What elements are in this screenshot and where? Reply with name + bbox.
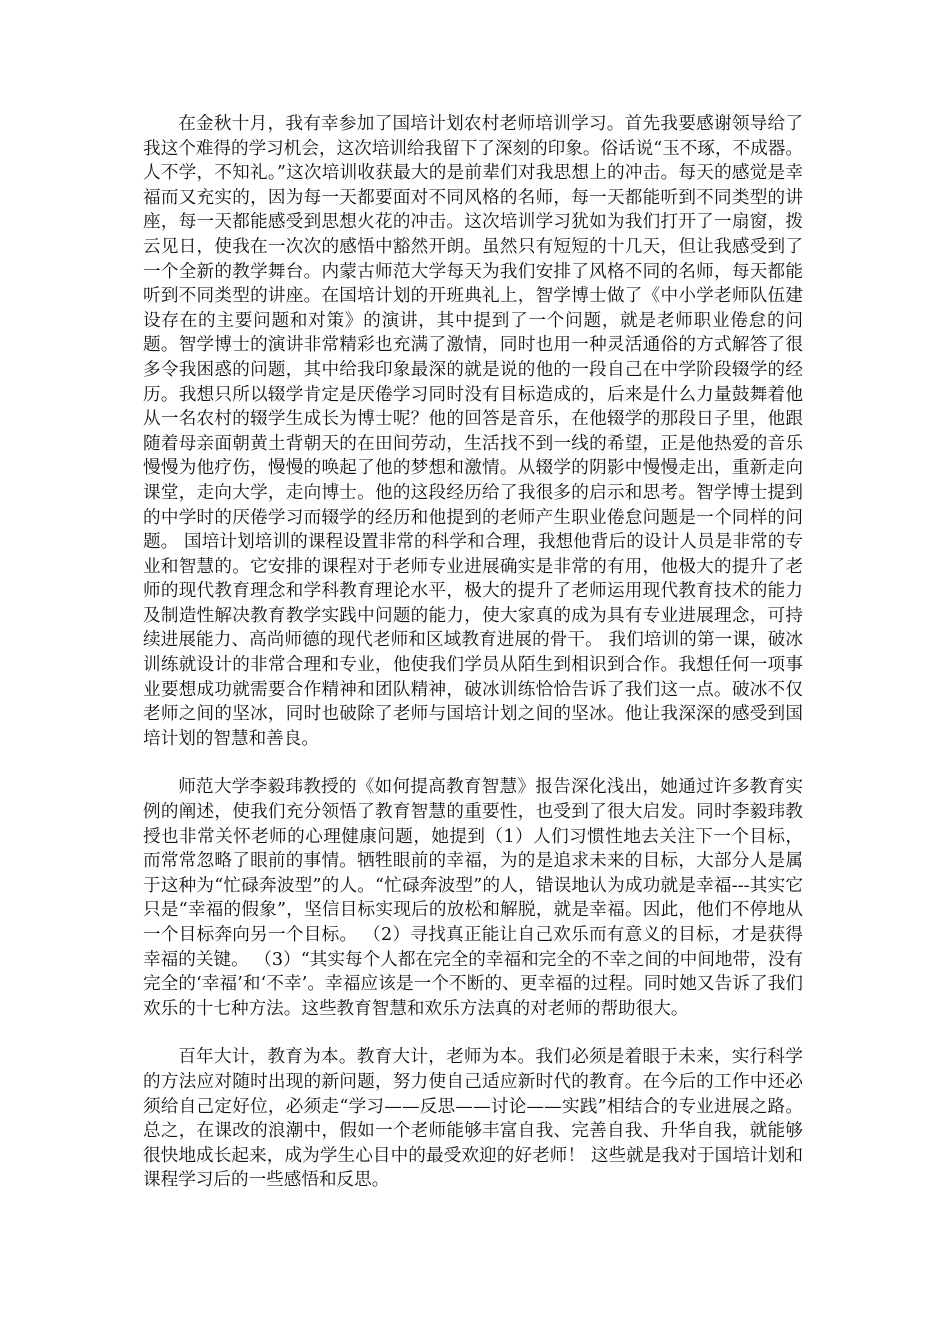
paragraph-conclusion: 百年大计，教育为本。教育大计，老师为本。我们必须是着眼于未来，实行科学的方法应对随时出现的新问题，努力使自己适应新时代的教育。在今后的工作中还必须给自己定好位，必须走“学习——反思——讨论——实践”相结合的专业进展之路。 总之，在课改的浪潮中，假如一个老师能够丰富自我、完善自我、升华自我，就能够很快地成长起来，成为学生心目中的最受欢迎的好老师！ 这些就是我对于国培计划和课程学习后的一些感悟和反思。	[143, 1047, 803, 1191]
paragraph-education-wisdom: 师范大学李毅玮教授的《如何提高教育智慧》报告深化浅出，她通过许多教育实例的阐述，使我们充分领悟了教育智慧的重要性，也受到了很大启发。同时李毅玮教授也非常关怀老师的心理健康问题，她提到（1）人们习惯性地去关注下一个目标，而常常忽略了眼前的事情。牺牲眼前的幸福，为的是追求未来的目标，大部分人是属于这种为“忙碌奔波型”的人。“忙碌奔波型”的人，错误地认为成功就是幸福---其实它只是“幸福的假象”，坚信目标实现后的放松和解脱，就是幸福。因此，他们不停地从一个目标奔向另一个目标。 （2）寻找真正能让自己欢乐而有意义的目标，才是获得幸福的关键。 （3）“其实每个人都在完全的幸福和完全的不幸之间的中间地带，没有完全的‘幸福’和‘不幸’。幸福应该是一个不断的、更幸福的过程。同时她又告诉了我们欢乐的十七种方法。这些教育智慧和欢乐方法真的对老师的帮助很大。	[143, 777, 803, 1019]
paragraph-training-reflection: 在金秋十月，我有幸参加了国培计划农村老师培训学习。首先我要感谢领导给了我这个难得的学习机会，这次培训给我留下了深刻的印象。俗话说“玉不琢，不成器。人不学，不知礼。”这次培训收获最大的是前辈们对我思想上的冲击。每天的感觉是幸福而又充实的，因为每一天都要面对不同风格的名师，每一天都能听到不同类型的讲座，每一天都能感受到思想火花的冲击。这次培训学习犹如为我们打开了一扇窗，拨云见日，使我在一次次的感悟中豁然开朗。虽然只有短短的十几天，但让我感受到了一个全新的教学舞台。内蒙古师范大学每天为我们安排了风格不同的名师，每天都能听到不同类型的讲座。在国培计划的开班典礼上，智学博士做了《中小学老师队伍建设存在的主要问题和对策》的演讲，其中提到了一个问题，就是老师职业倦怠的问题。智学博士的演讲非常精彩也充满了激情，同时也用一种灵活通俗的方式解答了很多令我困惑的问题，其中给我印象最深的就是说的他的一段自己在中学阶段辍学的经历。我想只所以辍学肯定是厌倦学习同时没有目标造成的，后来是什么力量鼓舞着他从一名农村的辍学生成长为博士呢？他的回答是音乐，在他辍学的那段日子里，他跟随着母亲面朝黄土背朝天的在田间劳动，生活找不到一线的希望，正是他热爱的音乐慢慢为他疗伤，慢慢的唤起了他的梦想和激情。从辍学的阴影中慢慢走出，重新走向课堂，走向大学，走向博士。他的这段经历给了我很多的启示和思考。智学博士提到的中学时的厌倦学习而辍学的经历和他提到的老师产生职业倦怠问题是一个同样的问题。 国培计划培训的课程设置非常的科学和合理，我想他背后的设计人员是非常的专业和智慧的。它安排的课程对于老师专业进展确实是非常的有用，他极大的提升了老师的现代教育理念和学科教育理论水平，极大的提升了老师运用现代教育技术的能力及制造性解决教育教学实践中问题的能力，使大家真的成为具有专业进展理念，可持续进展能力、高尚师德的现代老师和区域教育进展的骨干。 我们培训的第一课，破冰训练就设计的非常合理和专业，他使我们学员从陌生到相识到合作。我想任何一项事业要想成功就需要合作精神和团队精神，破冰训练恰恰告诉了我们这一点。破冰不仅老师之间的坚冰，同时也破除了老师与国培计划之间的坚冰。他让我深深的感受到国培计划的智慧和善良。	[143, 114, 803, 749]
document-body	[143, 112, 803, 1193]
